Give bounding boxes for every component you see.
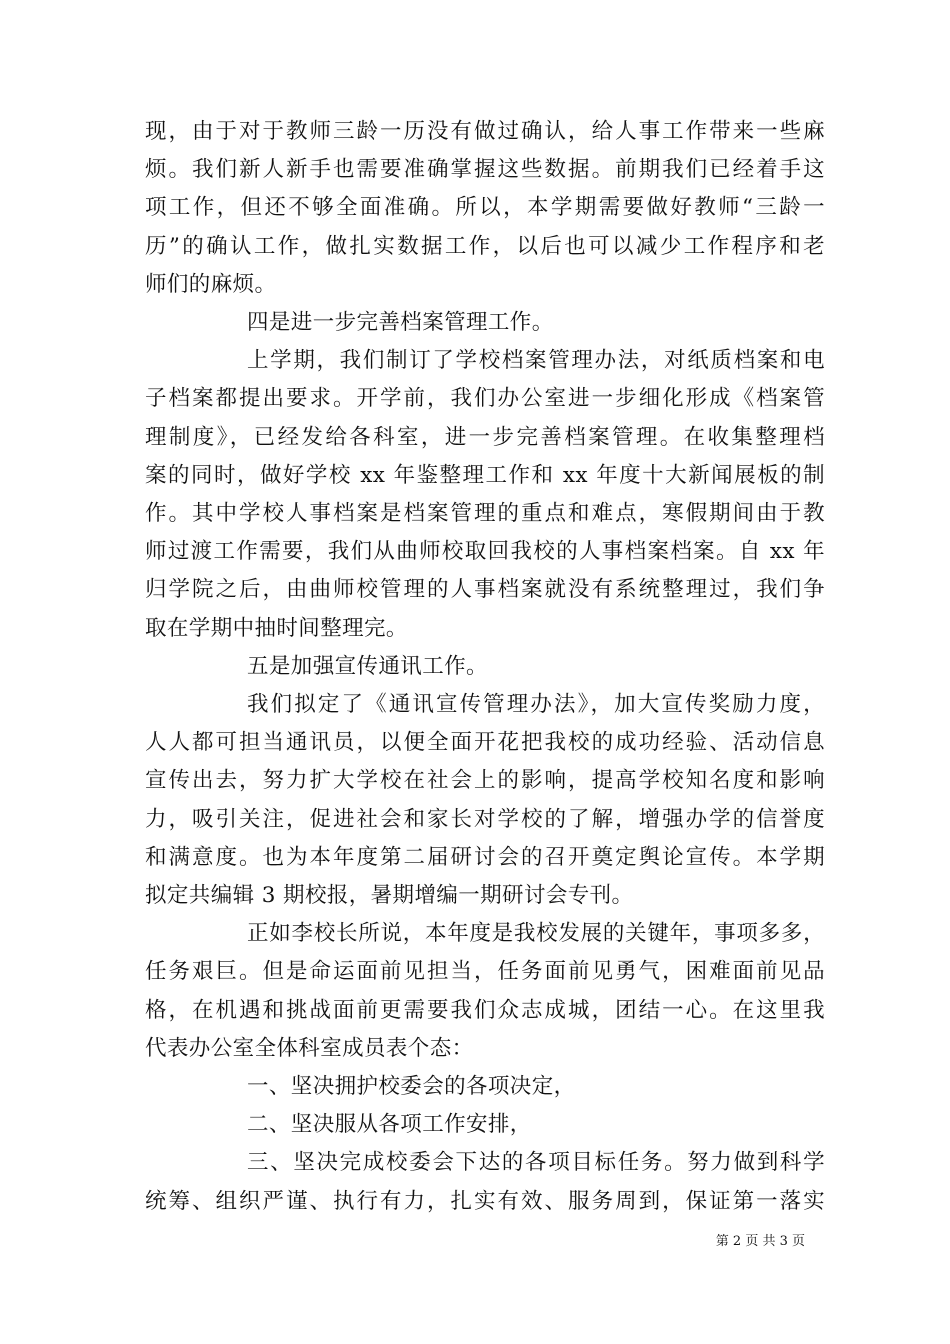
paragraph-line: 案的同时，做好学校 xx 年鉴整理工作和 xx 年度十大新闻展板的制 xyxy=(145,462,825,488)
page-number-footer: 第 2 页 共 3 页 xyxy=(715,1234,805,1249)
paragraph-line: 格，在机遇和挑战面前更需要我们众志成城，团结一心。在这里我 xyxy=(145,997,825,1023)
paragraph-line: 作。其中学校人事档案是档案管理的重点和难点，寒假期间由于教 xyxy=(145,501,825,526)
paragraph-line: 归学院之后，由曲师校管理的人事档案就没有系统整理过，我们争 xyxy=(145,577,825,603)
paragraph-line: 力，吸引关注，促进社会和家长对学校的了解，增强办学的信誉度 xyxy=(145,806,825,832)
paragraph-line: 和满意度。也为本年度第二届研讨会的召开奠定舆论宣传。本学期 xyxy=(145,844,825,870)
paragraph-line: 拟定共编辑 3 期校报，暑期增编一期研讨会专刊。 xyxy=(145,883,634,908)
paragraph-line: 宣传出去，努力扩大学校在社会上的影响，提高学校知名度和影响 xyxy=(145,768,825,794)
paragraph-line: 取在学期中抽时间整理完。 xyxy=(145,615,408,641)
paragraph-line: 历”的确认工作，做扎实数据工作，以后也可以减少工作程序和老 xyxy=(145,233,825,259)
paragraph-line: 烦。我们新人新手也需要准确掌握这些数据。前期我们已经着手这 xyxy=(145,157,825,183)
paragraph-line: 项工作，但还不够全面准确。所以，本学期需要做好教师“三龄一 xyxy=(145,195,825,221)
pledge-item-three: 三、坚决完成校委会下达的各项目标任务。努力做到科学 xyxy=(247,1150,825,1176)
pledge-item-two: 二、坚决服从各项工作安排， xyxy=(247,1112,532,1138)
paragraph-line: 人人都可担当通讯员，以便全面开花把我校的成功经验、活动信息 xyxy=(145,730,825,756)
paragraph-line: 师过渡工作需要，我们从曲师校取回我校的人事档案档案。自 xx 年 xyxy=(145,539,825,565)
paragraph-line: 子档案都提出要求。开学前，我们办公室进一步细化形成《档案管 xyxy=(145,386,825,412)
paragraph-line: 现，由于对于教师三龄一历没有做过确认，给人事工作带来一些麻 xyxy=(145,119,825,144)
paragraph-line: 理制度》，已经发给各科室，进一步完善档案管理。在收集整理档 xyxy=(145,424,825,450)
paragraph-line: 我们拟定了《通讯宣传管理办法》，加大宣传奖励力度， xyxy=(247,692,825,717)
paragraph-line: 上学期，我们制订了学校档案管理办法，对纸质档案和电 xyxy=(247,348,825,374)
paragraph-line: 统筹、组织严谨、执行有力，扎实有效、服务周到，保证第一落实 xyxy=(145,1188,825,1214)
paragraph-line: 师们的麻烦。 xyxy=(145,271,277,297)
section-heading-four: 四是进一步完善档案管理工作。 xyxy=(247,310,554,335)
paragraph-line: 正如李校长所说，本年度是我校发展的关键年，事项多多， xyxy=(247,921,825,947)
paragraph-line: 代表办公室全体科室成员表个态： xyxy=(145,1035,474,1061)
section-heading-five: 五是加强宣传通讯工作。 xyxy=(247,653,488,679)
paragraph-line: 任务艰巨。但是命运面前见担当，任务面前见勇气，困难面前见品 xyxy=(145,959,825,985)
pledge-item-one: 一、坚决拥护校委会的各项决定， xyxy=(247,1074,576,1099)
